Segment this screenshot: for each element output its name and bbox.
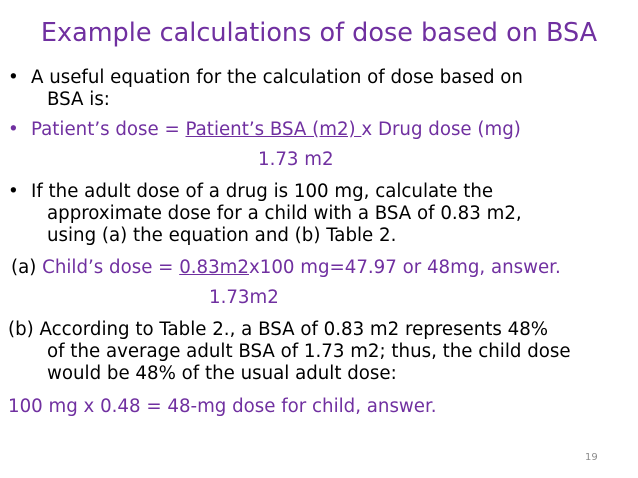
bullet3-line3: using (a) the equation and (b) Table 2. — [47, 225, 397, 246]
part-a-suffix: x100 mg=47.97 or 48mg, answer. — [248, 257, 561, 278]
bullet3-line1: If the adult dose of a drug is 100 mg, calculate the — [31, 181, 494, 202]
page-number: 19 — [585, 452, 598, 463]
part-a-line — [11, 257, 561, 279]
part-a-denominator: 1.73m2 — [209, 287, 279, 308]
formula-suffix: x Drug dose (mg) — [361, 119, 521, 140]
part-b-line3: would be 48% of the usual adult dose: — [47, 363, 397, 384]
bullet1-line2: BSA is: — [47, 89, 110, 110]
formula-numerator: Patient’s BSA (m2) — [185, 119, 362, 140]
slide-title: Example calculations of dose based on BSA — [40, 18, 598, 48]
formula-denominator: 1.73 m2 — [258, 149, 334, 170]
bullet1-line1: A useful equation for the calculation of dose based on — [31, 67, 523, 88]
bullet-marker: • — [8, 119, 19, 140]
formula-prefix: Patient’s dose = — [31, 119, 186, 140]
bullet-marker: • — [8, 181, 19, 202]
part-a-label: (a) — [11, 257, 43, 278]
formula-line — [31, 119, 521, 141]
bullet-marker: • — [8, 67, 19, 88]
part-b-line2: of the average adult BSA of 1.73 m2; thus, the child dose — [47, 341, 571, 362]
part-b-line1: (b) According to Table 2., a BSA of 0.83 m2 represents 48% — [8, 319, 549, 340]
part-a-prefix: Child’s dose = — [42, 257, 180, 278]
result-line: 100 mg x 0.48 = 48-mg dose for child, answer. — [8, 396, 437, 417]
bullet3-line2: approximate dose for a child with a BSA of 0.83 m2, — [47, 203, 522, 224]
part-a-numerator: 0.83m2 — [179, 257, 249, 278]
